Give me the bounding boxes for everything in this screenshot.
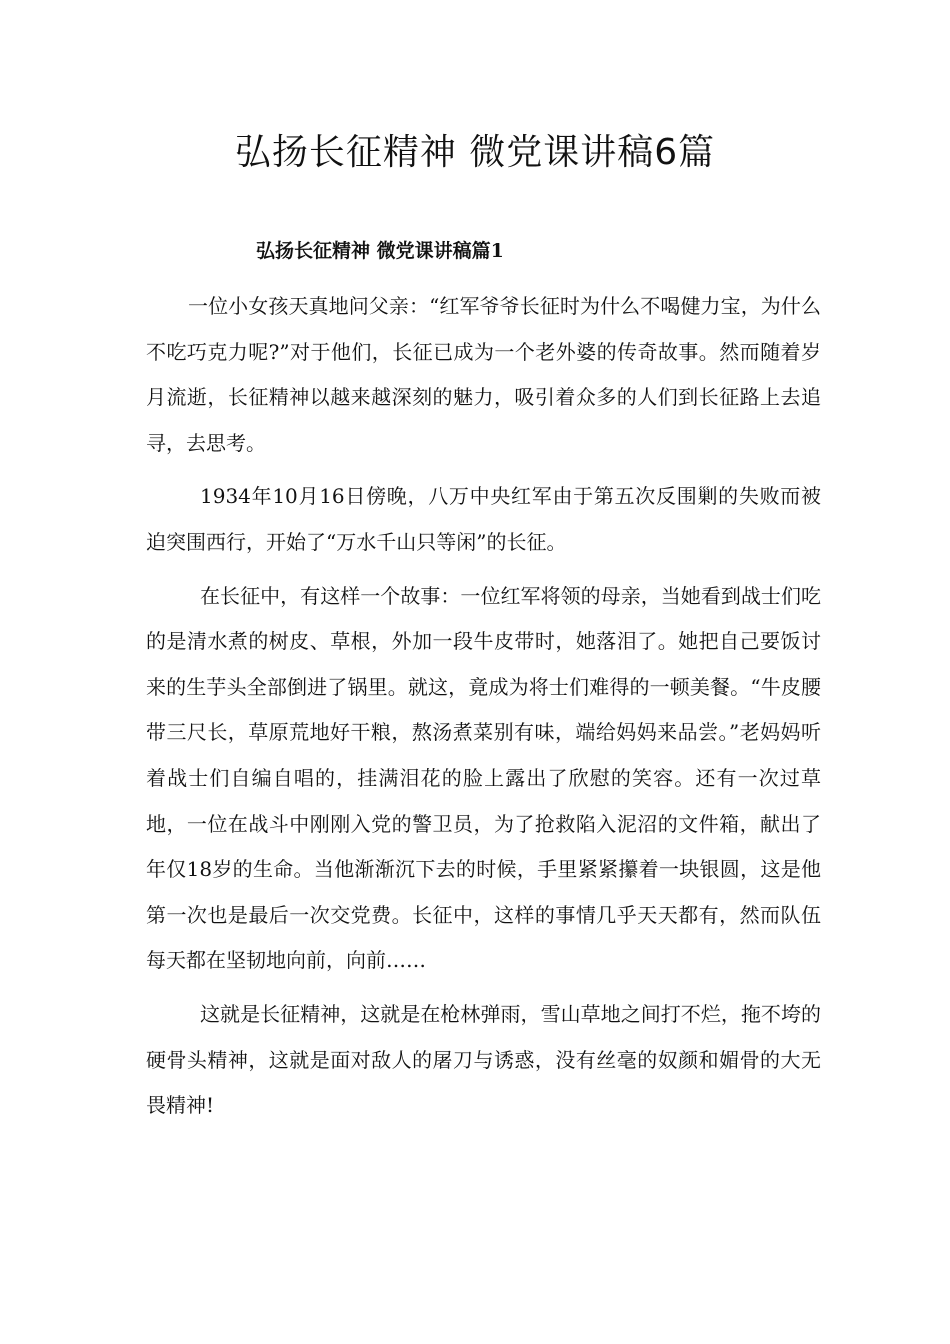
paragraph: 这就是长征精神，这就是在枪林弹雨，雪山草地之间打不烂，拖不垮的硬骨头精神，这就是面对敌人的屠刀与诱惑，没有丝毫的奴颜和媚骨的大无畏精神! [146, 1001, 821, 1118]
paragraph: 一位小女孩天真地问父亲：“红军爷爷长征时为什么不喝健力宝，为什么不吃巧克力呢?”对于他们，长征已成为一个老外婆的传奇故事。然而随着岁月流逝，长征精神以越来越深刻的魅力，吸引着众多的人们到长征路上去追寻，去思考。 [146, 294, 821, 455]
document-body [146, 284, 821, 1137]
paragraph: 1934年10月16日傍晚，八万中央红军由于第五次反围剿的失败而被迫突围西行，开始了“万水千山只等闲”的长征。 [146, 484, 821, 554]
document-title: 弘扬长征精神 微党课讲稿6篇 [234, 132, 716, 173]
section-title: 弘扬长征精神 微党课讲稿篇1 [256, 240, 504, 262]
paragraph: 在长征中，有这样一个故事：一位红军将领的母亲，当她看到战士们吃的是清水煮的树皮、草根，外加一段牛皮带时，她落泪了。她把自己要饭讨来的生芋头全部倒进了锅里。就这，竟成为将士们难得的一顿美餐。“牛皮腰带三尺长，草原荒地好干粮，熬汤煮菜别有味，端给妈妈来品尝。”老妈妈听着战士们自编自唱的，挂满泪花的脸上露出了欣慰的笑容。还有一次过草地，一位在战斗中刚刚入党的警卫员，为了抢救陷入泥沼的文件箱，献出了年仅18岁的生命。当他渐渐沉下去的时候，手里紧紧攥着一块银圆，这是他第一次也是最后一次交党费。长征中，这样的事情几乎天天都有，然而队伍每天都在坚韧地向前，向前…… [146, 583, 821, 973]
